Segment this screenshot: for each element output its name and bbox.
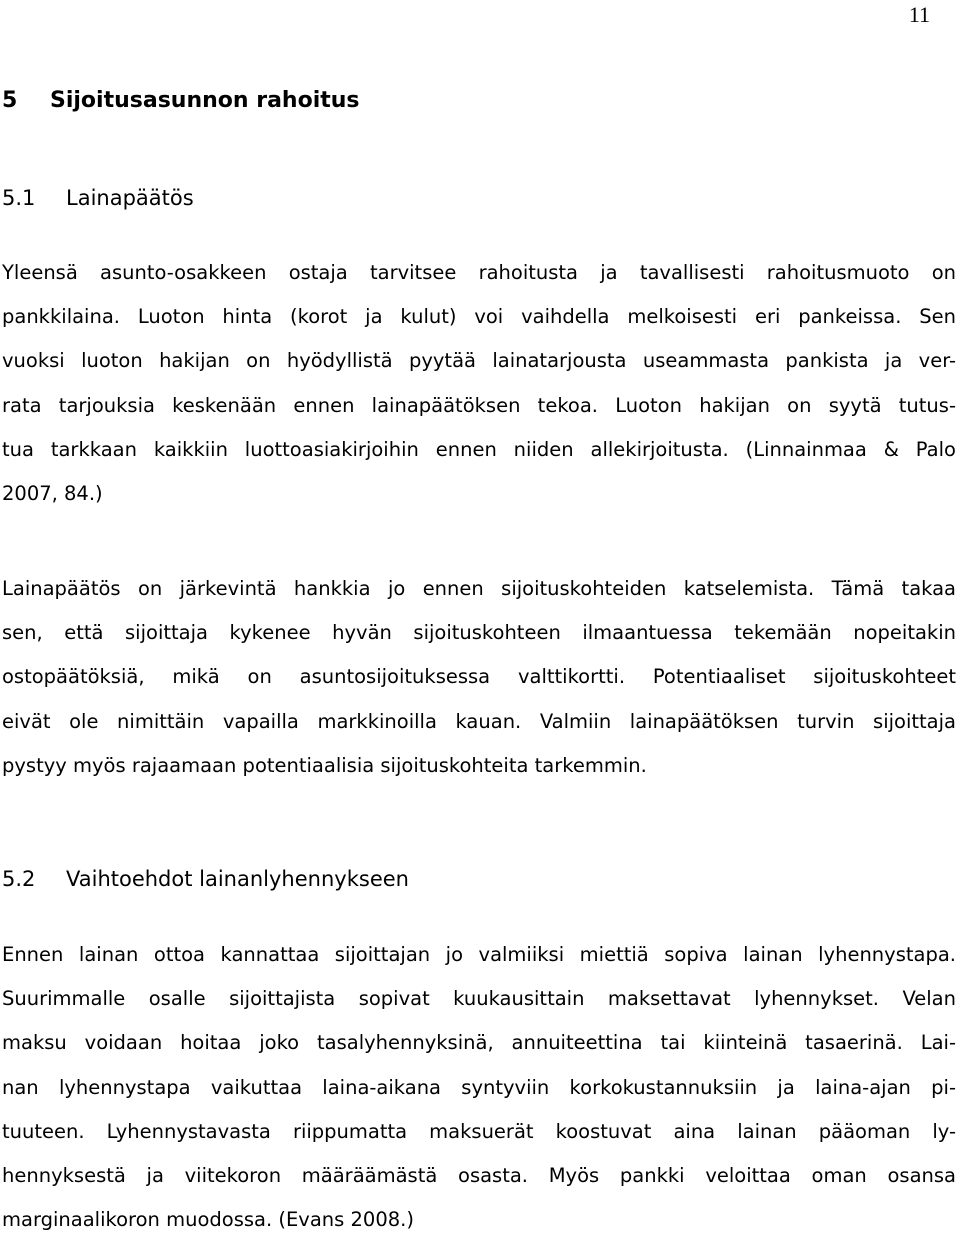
text-line: Ennen lainan ottoa kannattaa sijoittajan jo valmiiksi miettiä sopiva lainan lyhennystapa. xyxy=(2,943,956,966)
text-line: ostopäätöksiä, mikä on asuntosijoituksessa valttikortti. Potentiaaliset sijoituskohteet xyxy=(2,665,956,689)
text-line: vuoksi luoton hakijan on hyödyllistä pyytää lainatarjousta useammasta pankista ja ver- xyxy=(2,349,956,373)
section-number: 5.2 xyxy=(2,867,36,891)
chapter-title: Sijoitusasunnon rahoitus xyxy=(50,88,360,113)
paragraph xyxy=(2,933,956,1242)
text-line: nan lyhennystapa vaikuttaa laina-aikana syntyviin korkokustannuksiin ja laina-ajan pi- xyxy=(2,1075,956,1099)
text-line: Yleensä asunto-osakkeen ostaja tarvitsee rahoitusta ja tavallisesti rahoitusmuoto on xyxy=(2,261,956,284)
text-line: pankkilaina. Luoton hinta (korot ja kulut) voi vaihdella melkoisesti eri pankeissa. Sen xyxy=(2,305,956,329)
chapter-heading xyxy=(2,86,360,116)
chapter-number: 5 xyxy=(2,88,18,113)
text-line: maksu voidaan hoitaa joko tasalyhennyksinä, annuiteettina tai kiinteinä tasaerinä. Lai- xyxy=(2,1031,956,1055)
text-line: marginaalikoron muodossa. (Evans 2008.) xyxy=(2,1208,414,1232)
text-line: rata tarjouksia keskenään ennen lainapäätöksen tekoa. Luoton hakijan on syytä tutus- xyxy=(2,393,956,417)
section-title: Lainapäätös xyxy=(66,186,194,210)
text-line: tuuteen. Lyhennystavasta riippumatta maksuerät koostuvat aina lainan pääoman ly- xyxy=(2,1119,956,1143)
text-line: 2007, 84.) xyxy=(2,481,103,505)
text-line: Lainapäätös on järkevintä hankkia jo ennen sijoituskohteiden katselemista. Tämä takaa xyxy=(2,577,956,600)
section-title: Vaihtoehdot lainanlyhennykseen xyxy=(66,867,409,891)
section-heading xyxy=(2,183,194,213)
text-line: eivät ole nimittäin vapailla markkinoilla kauan. Valmiin lainapäätöksen turvin sijoittaja xyxy=(2,709,956,733)
text-line: tua tarkkaan kaikkiin luottoasiakirjoihin ennen niiden allekirjoitusta. (Linnainmaa & Palo xyxy=(2,437,956,461)
section-heading xyxy=(2,864,409,894)
paragraph xyxy=(2,251,956,516)
page-number: 11 xyxy=(908,2,930,27)
text-line: sen, että sijoittaja kykenee hyvän sijoituskohteen ilmaantuessa tekemään nopeitakin xyxy=(2,621,956,645)
paragraph xyxy=(2,567,956,788)
text-line: pystyy myös rajaamaan potentiaalisia sijoituskohteita tarkemmin. xyxy=(2,753,647,777)
section-number: 5.1 xyxy=(2,186,36,210)
text-line: hennyksestä ja viitekoron määräämästä osasta. Myös pankki veloittaa oman osansa xyxy=(2,1163,956,1187)
text-line: Suurimmalle osalle sijoittajista sopivat kuukausittain maksettavat lyhennykset. Velan xyxy=(2,987,956,1011)
